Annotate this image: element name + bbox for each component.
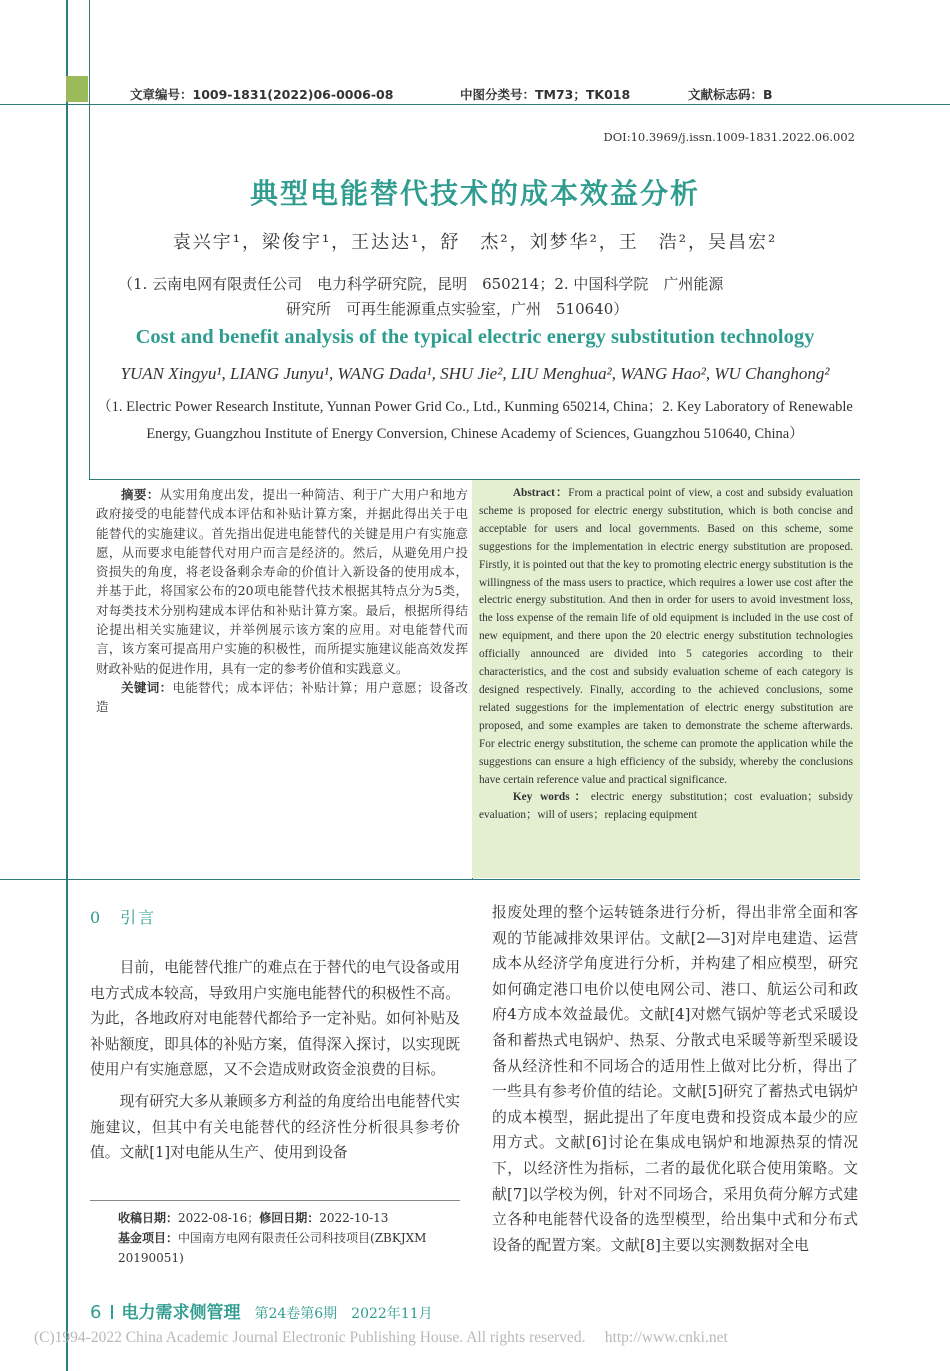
body-right-column <box>492 900 858 1258</box>
received-date: 收稿日期：2022-08-16；修回日期：2022-10-13 <box>118 1211 389 1225</box>
abstract-cn <box>96 485 468 717</box>
accent-square <box>66 76 88 102</box>
journal-name: 电力需求侧管理 <box>121 1303 241 1323</box>
affiliation-cn <box>118 272 838 322</box>
authors-en: YUAN Xingyu¹, LIANG Junyu¹, WANG Dada¹, SHU Jie², LIU Menghua², WANG Hao², WU Changhong² <box>120 364 830 383</box>
page-footer <box>90 1298 433 1323</box>
abstract-cn-text: 从实用角度出发，提出一种简洁、利于广大用户和地方政府接受的电能替代成本评估和补贴计算方案，并据此得出关于电能替代的实施建议。首先指出促进电能替代的关键是用户有实施意愿，从而要求电能替代对用户而言是经济的。然后，从避免用户投资损失的角度，将老设备剩余寿命的价值计入新设备的使用成本，并基于此，将国家公布的20项电能替代技术根据其特点分为5类，对每类技术分别构建成本评估和补贴计算方案。最后，根据所得结论提出相关实施建议，并举例展示该方案的应用。对电能替代而言，该方案可提高用户实施的积极性，而所提实施建议能高效发挥财政补贴的促进作用，具有一定的参考价值和实践意义。 <box>96 487 468 676</box>
fund-project-cont: 20190051) <box>118 1251 184 1265</box>
section-heading: 0 引言 <box>90 908 157 927</box>
affiliation-cn-line2: 研究所 可再生能源重点实验室，广州 510640） <box>286 300 629 318</box>
keywords-cn-label: 关键词： <box>121 679 173 695</box>
title-en: Cost and benefit analysis of the typical electric energy substitution technology <box>135 326 815 348</box>
abstract-bottom-rule <box>0 879 860 880</box>
header-rule <box>0 104 950 105</box>
copyright-watermark: (C)1994-2022 China Academic Journal Electronic Publishing House. All rights reserved. http://www.cnki.net <box>34 1329 728 1346</box>
article-number: 文章编号：1009-1831(2022)06-0006-08 <box>130 87 394 102</box>
body-left-column <box>90 955 460 1166</box>
abstract-cn-label: 摘要： <box>121 487 160 502</box>
affiliation-en: （1. Electric Power Research Institute, Yunnan Power Grid Co., Ltd., Kunming 650214, China；2. Key Laboratory of Renewable Energy, Guangzhou Institute of Energy Conversion, Chinese Academy of Sciences, Guangzhou 510640, China） <box>97 399 853 442</box>
left-frame-line <box>66 0 68 1371</box>
keywords-en: electric energy substitution；cost evaluation；subsidy evaluation；will of users；replacing equipment <box>479 791 853 822</box>
body-paragraph: 目前，电能替代推广的难点在于替代的电气设备或用电方式成本较高，导致用户实施电能替代的积极性不高。为此，各地政府对电能替代都给予一定补贴。如何补贴及补贴额度，即具体的补贴方案，值得深入探讨，以实现既使用户有实施意愿，又不会造成财政资金浪费的目标。 <box>90 959 460 1079</box>
document-code: 文献标志码：B <box>688 87 773 102</box>
body-paragraph: 报废处理的整个运转链条进行分析，得出非常全面和客观的节能减排效果评估。文献[2—3]对岸电建造、运营成本从经济学角度进行分析，并构建了相应模型，研究如何确定港口电价以使电网公司、港口、航运公司和政府4方成本效益最优。文献[4]对燃气锅炉等老式采暖设备和蓄热式电锅炉、热泵、分散式电采暖等新型采暖设备从经济性和不同场合的适用性上做对比分析，得出了一些具有参考价值的结论。文献[5]研究了蓄热式电锅炉的成本模型，据此提出了年度电费和投资成本最少的应用方式。文献[6]讨论在集成电锅炉和地源热泵的情况下，以经济性为指标，二者的最优化联合使用策略。文献[7]以学校为例，针对不同场合，采用负荷分解方式建立各种电能替代设备的选型模型，给出集中式和分布式设备的配置方案。文献[8]主要以实测数据对全电 <box>492 904 858 1254</box>
page-number: 6 <box>90 1302 102 1323</box>
clc-number: 中图分类号：TM73；TK018 <box>460 87 631 102</box>
fund-project: 基金项目：中国南方电网有限责任公司科技项目(ZBKJXM <box>118 1231 427 1245</box>
footnotes <box>90 1208 460 1268</box>
footnote-divider <box>90 1200 460 1201</box>
doi: DOI:10.3969/j.issn.1009-1831.2022.06.002 <box>603 130 855 144</box>
abstract-en-label: Abstract： <box>512 487 569 499</box>
keywords-en-label: Key words： <box>512 791 591 804</box>
keywords-cn: 电能替代；成本评估；补贴计算；用户意愿；设备改造 <box>96 679 468 715</box>
abstract-en <box>479 485 853 825</box>
footer-separator <box>111 1305 113 1319</box>
affiliation-cn-line1: （1. 云南电网有限责任公司 电力科学研究院，昆明 650214；2. 中国科学院 广州能源 <box>118 275 724 293</box>
issue-info: 第24卷第6期 2022年11月 <box>254 1306 433 1322</box>
body-paragraph: 现有研究大多从兼顾多方利益的角度给出电能替代实施建议，但其中有关电能替代的经济性分析很具参考价值。文献[1]对电能从生产、使用到设备 <box>90 1092 460 1162</box>
abstract-en-text: From a practical point of view, a cost and subsidy evaluation scheme is proposed for electric energy substitution, which is both concise and acceptable for users and local governments. Based on this scheme, some suggestions for the implementation in electric energy substitution are proposed. Firstly, it is pointed out that the key to promoting electric energy substitution is the willingness of the mass users to practice, which requires a lower use cost after the electric energy substitution. And then in order for users to avoid investment loss, the loss expense of the remain life of old equipment is included in the use cost of new equipment, and there upon the 20 electric energy substitution technologies officially announced are divided into 5 categories according to their characteristics, and the cost and subsidy evaluation scheme of each category is designed respectively. Finally, according to the achieved conclusions, some related suggestions for the implementation of electric energy substitution are proposed, and some examples are taken to demonstrate the scheme afterwards. For electric energy substitution, the scheme can promote the application while the suggestions can ensure a high efficiency of the subsidy, whereby the conclusions have certain reference value and practical significance. <box>479 487 854 786</box>
authors-cn: 袁兴宇¹，梁俊宇¹，王达达¹，舒 杰²，刘梦华²，王 浩²，吴昌宏² <box>172 232 778 253</box>
title-cn: 典型电能替代技术的成本效益分析 <box>249 177 700 210</box>
